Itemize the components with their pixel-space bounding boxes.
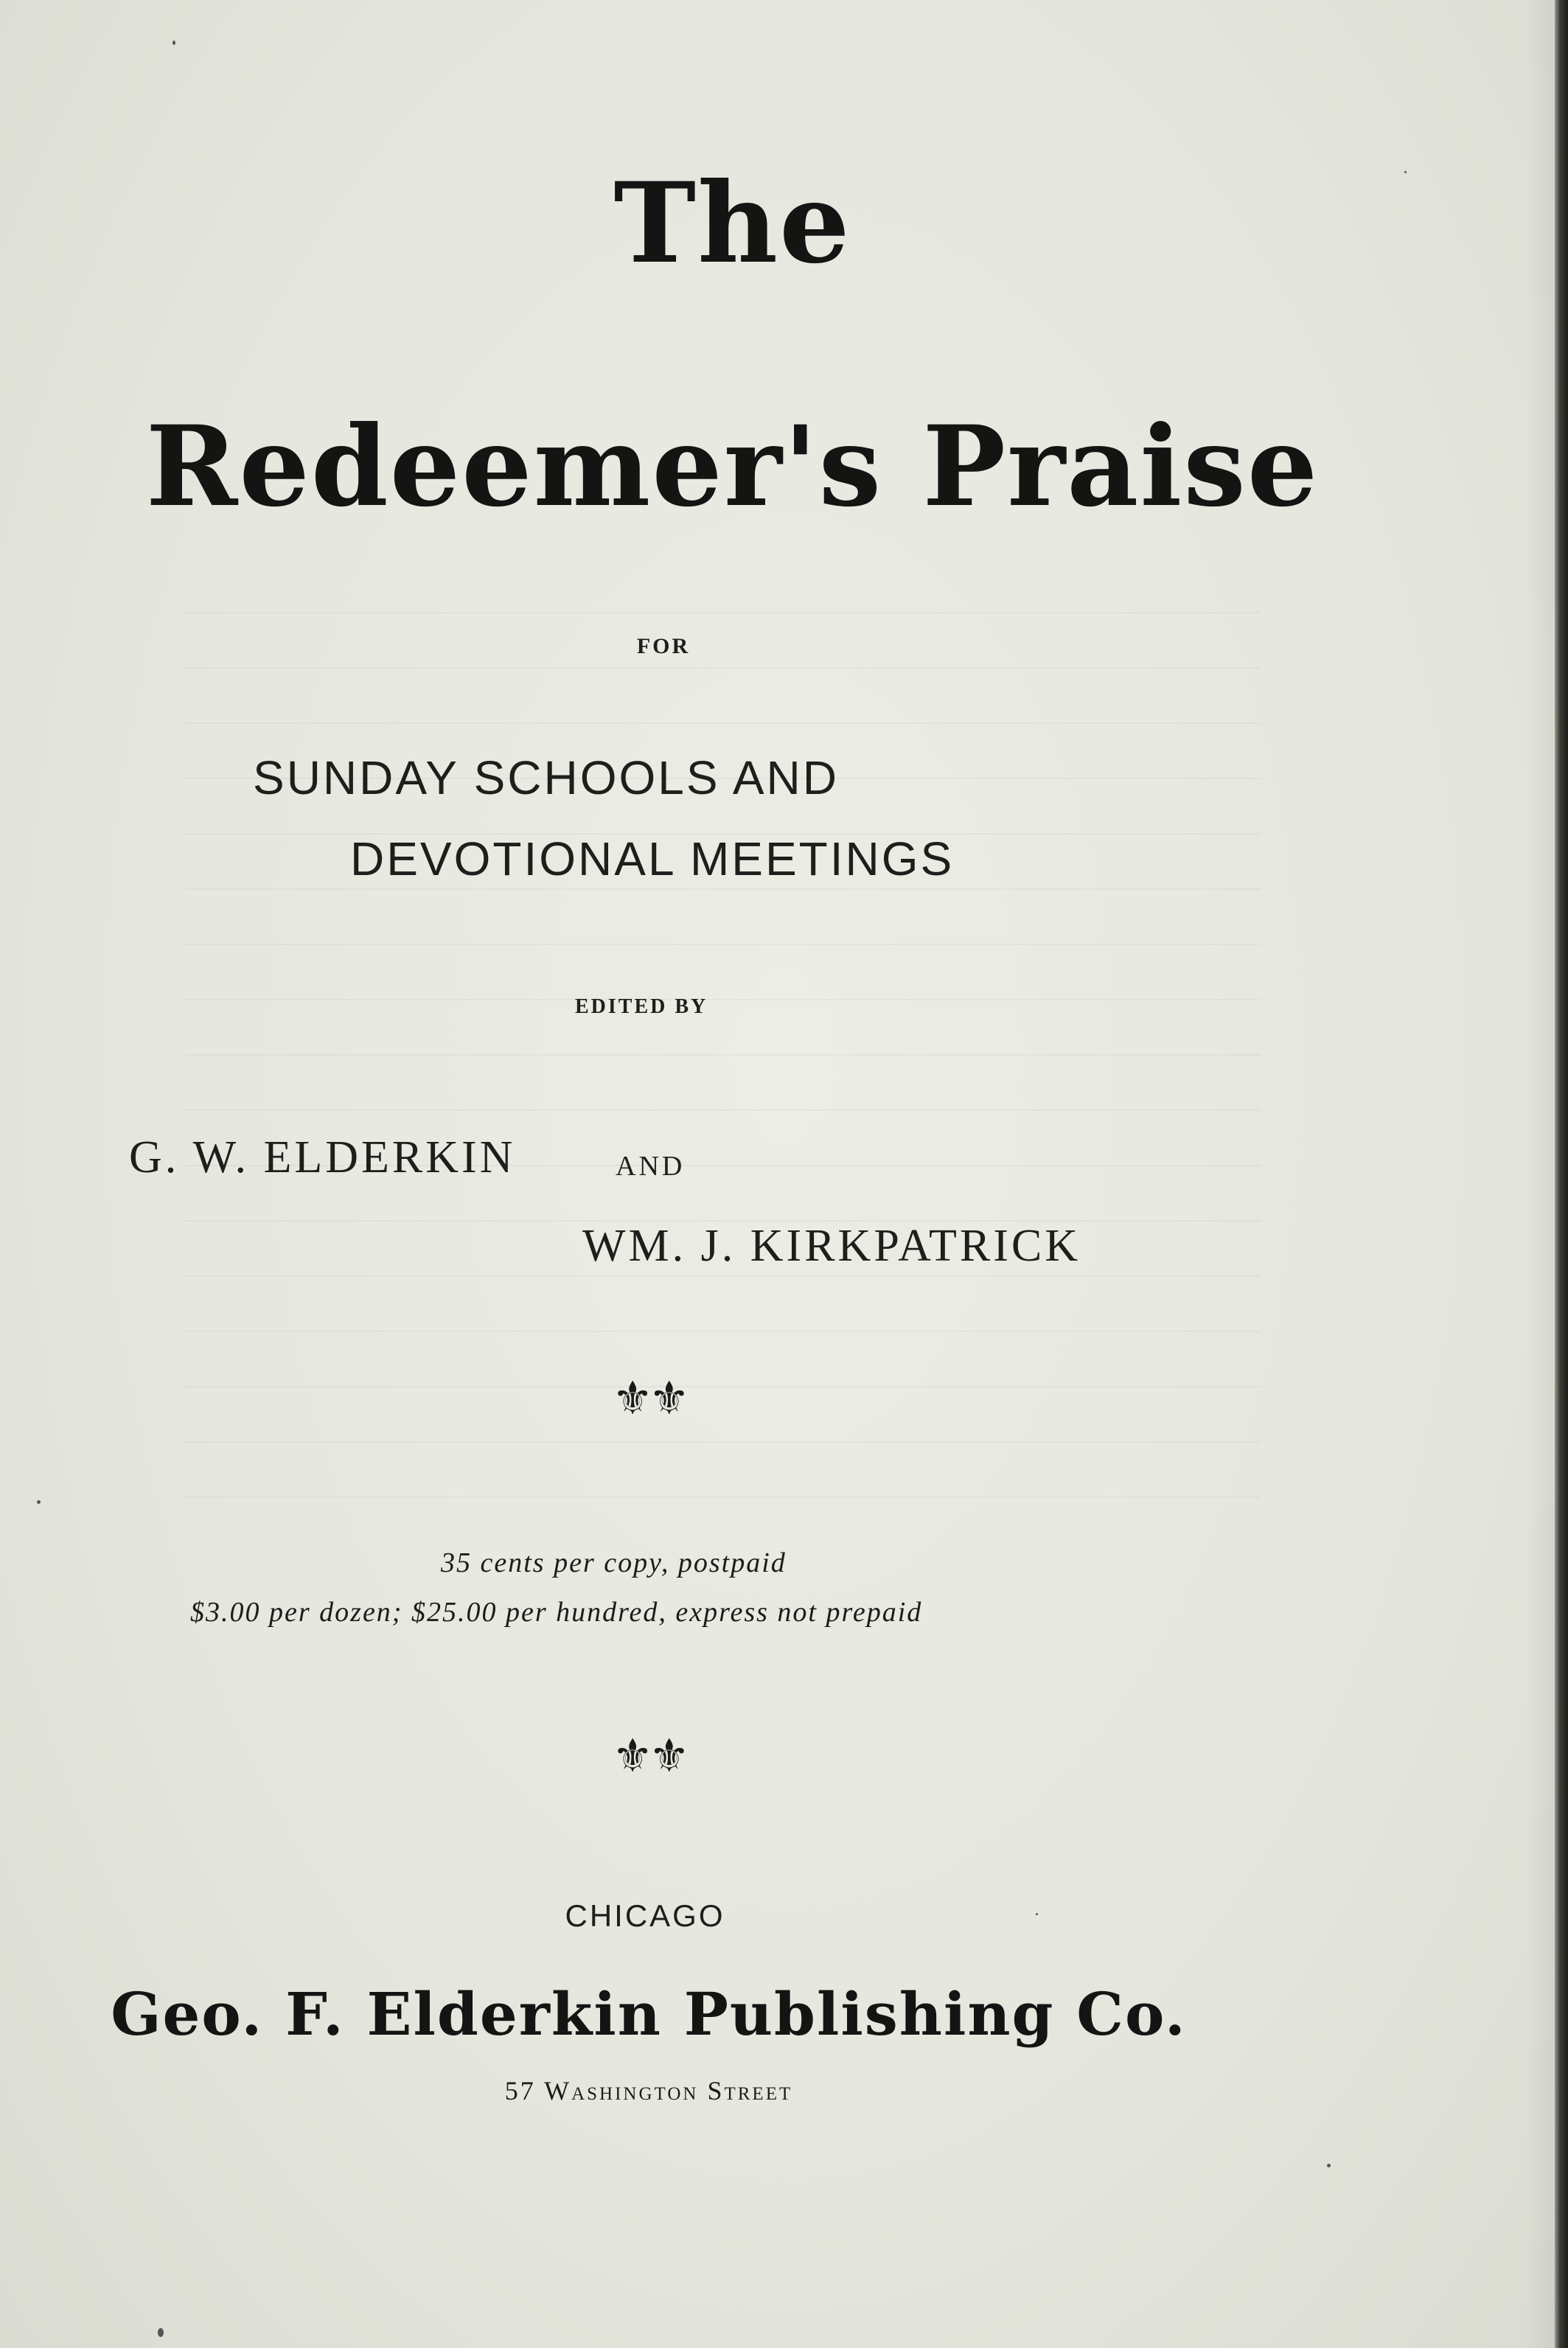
- editor-name-kirkpatrick: WM. J. KIRKPATRICK: [582, 1221, 1081, 1271]
- imprint-publisher: Geo. F. Elderkin Publishing Co.: [111, 1979, 1187, 2049]
- show-through-line: [184, 1275, 1261, 1277]
- paper-speck: [173, 41, 175, 45]
- show-through-line: [184, 888, 1261, 890]
- show-through-line: [184, 1497, 1261, 1498]
- subtitle-line-2: DEVOTIONAL MEETINGS: [350, 832, 955, 885]
- editor-conjunction: AND: [616, 1151, 686, 1182]
- fleur-de-lis-ornament-icon: ⚜⚜: [612, 1729, 686, 1783]
- for-label: FOR: [636, 634, 691, 658]
- show-through-line: [184, 1109, 1261, 1111]
- show-through-line: [184, 944, 1261, 945]
- binding-edge: [1555, 0, 1568, 2348]
- paper-speck: [1327, 2164, 1331, 2167]
- title-line-the: The: [613, 158, 851, 288]
- title-line-main: Redeemer's Praise: [145, 402, 1320, 532]
- edited-by-label: EDITED BY: [575, 995, 708, 1018]
- price-bulk: $3.00 per dozen; $25.00 per hundred, express not prepaid: [190, 1597, 923, 1628]
- price-per-copy: 35 cents per copy, postpaid: [441, 1547, 787, 1578]
- show-through-line: [184, 722, 1261, 724]
- binding-shadow: [1525, 0, 1555, 2348]
- paper-speck: [1404, 171, 1407, 173]
- imprint-address: 57 Washington Street: [504, 2076, 793, 2105]
- show-through-line: [184, 1331, 1261, 1332]
- show-through-line: [184, 1441, 1261, 1443]
- paper-speck: [158, 2328, 164, 2337]
- show-through-line: [184, 1054, 1261, 1056]
- imprint-city: CHICAGO: [565, 1898, 725, 1933]
- show-through-line: [184, 667, 1261, 669]
- fleur-de-lis-ornament-icon: ⚜⚜: [612, 1371, 686, 1425]
- paper-speck: [1036, 1913, 1038, 1915]
- editor-name-elderkin: G. W. ELDERKIN: [129, 1132, 516, 1182]
- show-through-line: [184, 999, 1261, 1000]
- paper-speck: [37, 1500, 41, 1504]
- subtitle-line-1: SUNDAY SCHOOLS AND: [253, 751, 839, 804]
- show-through-line: [184, 612, 1261, 613]
